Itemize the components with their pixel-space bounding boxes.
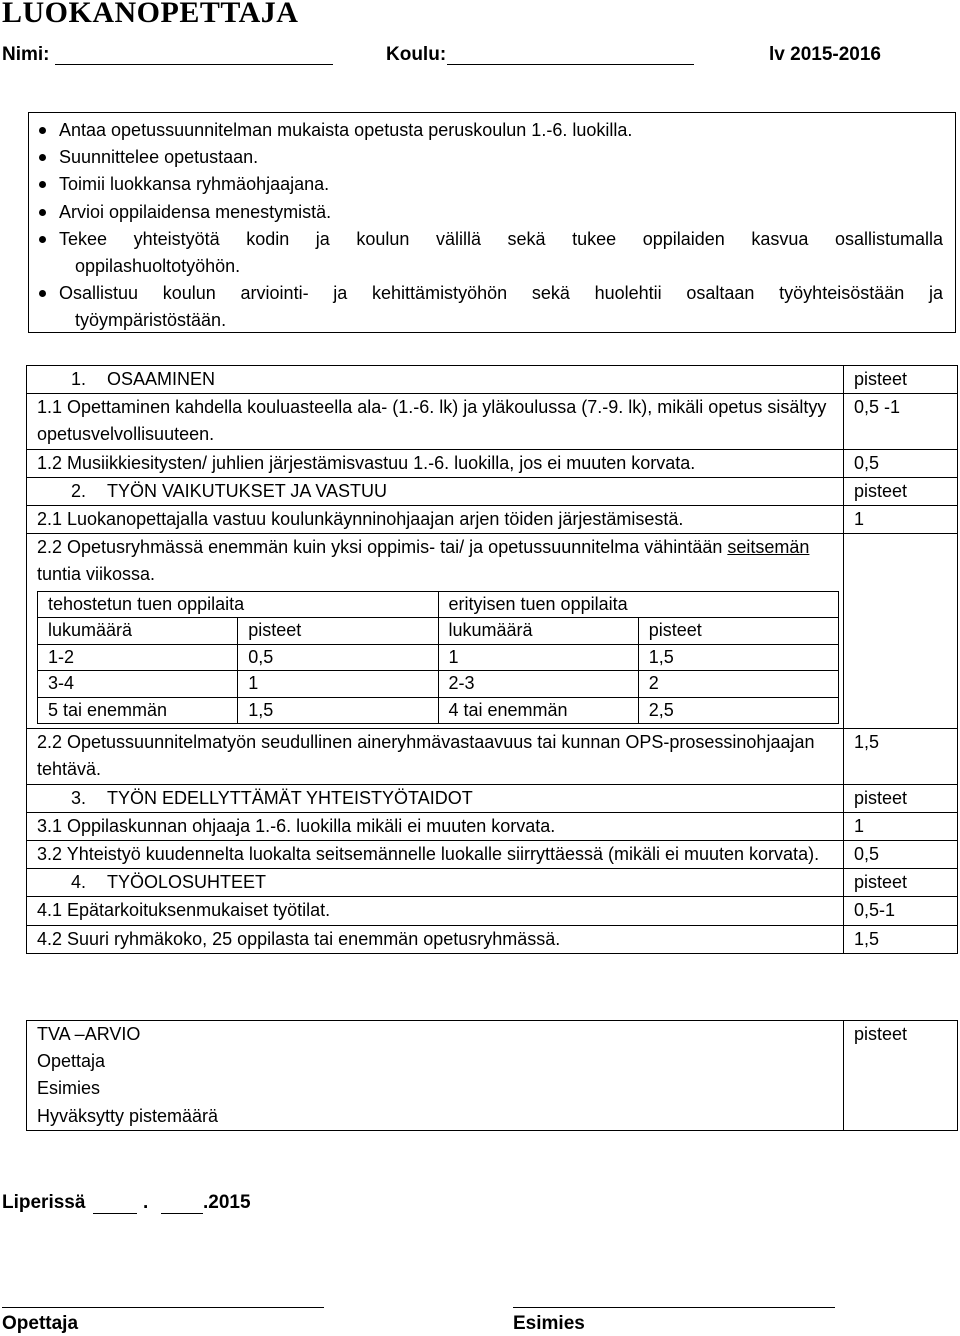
date-year: .2015: [203, 1192, 251, 1213]
school-label: Koulu:: [386, 44, 447, 65]
section-title: 3. TYÖN EDELLYTTÄMÄT YHTEISTYÖTAIDOT: [27, 784, 844, 812]
support-row: 1-2 0,5 1 1,5: [38, 644, 839, 671]
criterion-points: 1: [844, 506, 958, 534]
school-field[interactable]: [447, 44, 694, 65]
criterion-text: 2.2 Opetussuunnitelmatyön seudullinen aineryhmävastaavuus tai kunnan OPS-prosessinohjaajan tehtävä.: [27, 729, 844, 784]
supervisor-signature-line[interactable]: [513, 1306, 835, 1308]
support-header: erityisen tuen oppilaita: [438, 591, 839, 618]
criterion-text: 2.1 Luokanopettajalla vastuu koulunkäynninohjaajan arjen töiden järjestämisestä.: [27, 506, 844, 534]
support-subheader: lukumäärä: [438, 618, 638, 645]
criterion-row: [27, 534, 958, 729]
support-row: 5 tai enemmän 1,5 4 tai enemmän 2,5: [38, 697, 839, 724]
criterion-points: 1: [844, 812, 958, 840]
section-title: 1. OSAAMINEN: [27, 366, 844, 394]
tva-row-label: Hyväksytty pistemäärä: [37, 1105, 219, 1126]
points-header: pisteet: [844, 784, 958, 812]
support-subheader: pisteet: [638, 618, 838, 645]
date-separator: .: [143, 1192, 149, 1213]
duty-text: työympäristöstään.: [75, 310, 227, 331]
section-title: 4. TYÖOLOSUHTEET: [27, 869, 844, 897]
support-subheader: pisteet: [238, 618, 438, 645]
duty-item-cont: [59, 307, 943, 334]
month-field[interactable]: [161, 1193, 203, 1214]
support-row: 3-4 1 2-3 2: [38, 671, 839, 698]
tva-points: [844, 1021, 958, 1131]
criterion-row: [27, 394, 958, 449]
criterion-points: 0,5: [844, 840, 958, 868]
tva-row-label: Opettaja: [37, 1051, 106, 1072]
tva-points-header: pisteet: [854, 1024, 908, 1044]
section-title: 2. TYÖN VAIKUTUKSET JA VASTUU: [27, 477, 844, 505]
criterion-points: 0,5 -1: [844, 394, 958, 449]
supervisor-signature-label: Esimies: [513, 1313, 585, 1334]
section-row: [27, 869, 958, 897]
place-label: Liperissä: [2, 1192, 86, 1213]
points-header: pisteet: [844, 366, 958, 394]
points-header: pisteet: [844, 869, 958, 897]
section-row: [27, 784, 958, 812]
criterion-points: 0,5-1: [844, 897, 958, 925]
criterion-text: 2.2 Opetusryhmässä enemmän kuin yksi oppimis- tai/ ja opetussuunnitelma vähintään seitsemän tuntia viikossa.: [37, 537, 810, 585]
duty-text: Tekee yhteistyötä kodin ja koulun välillä sekä tukee oppilaiden kasvua osallistumalla: [59, 228, 943, 249]
points-table: [26, 365, 958, 954]
criterion-text: 3.2 Yhteistyö kuudennelta luokalta seitsemännelle luokalle siirryttäessä (mikäli ei muuten korvata).: [27, 840, 844, 868]
teacher-signature-line[interactable]: [2, 1306, 324, 1308]
criterion-text: 1.2 Musiikkiesitysten/ juhlien järjestämisvastuu 1.-6. luokilla, jos ei muuten korvata.: [27, 449, 844, 477]
school-year: lv 2015-2016: [769, 44, 881, 65]
name-label: Nimi:: [2, 44, 50, 65]
duty-item: Suunnittelee opetustaan.: [59, 144, 943, 171]
tva-title: TVA –ARVIO: [37, 1024, 141, 1044]
criterion-row: [27, 729, 958, 784]
criterion-points: 0,5: [844, 449, 958, 477]
criterion-text: 3.1 Oppilaskunnan ohjaaja 1.-6. luokilla mikäli ei muuten korvata.: [27, 812, 844, 840]
tva-row-label: Esimies: [37, 1078, 101, 1099]
duty-item: Arvioi oppilaidensa menestymistä.: [59, 199, 943, 226]
criterion-text: 1.1 Opettaminen kahdella kouluasteella ala- (1.-6. lk) ja yläkoulussa (7.-9. lk), mikäli opetus sisältyy opetusvelvollisuuteen.: [27, 394, 844, 449]
support-header: tehostetun tuen oppilaita: [38, 591, 439, 618]
criterion-points: 1,5: [844, 729, 958, 784]
criterion-row: [27, 449, 958, 477]
page-title: LUOKANOPETTAJA: [2, 0, 299, 29]
criterion-row: [27, 897, 958, 925]
criterion-row: [27, 925, 958, 953]
duty-item: Toimii luokkansa ryhmäohjaajana.: [59, 171, 943, 198]
duty-text: Osallistuu koulun arviointi- ja kehittämistyöhön sekä huolehtii osaltaan työyhteisöstään ja: [59, 283, 943, 304]
support-subheader: lukumäärä: [38, 618, 238, 645]
support-table: [37, 591, 839, 725]
duties-box: [28, 112, 956, 333]
criterion-cell: [27, 534, 844, 729]
duty-item-cont: [59, 253, 943, 280]
criterion-points: [844, 534, 958, 729]
criterion-row: [27, 840, 958, 868]
criterion-points: 1,5: [844, 925, 958, 953]
tva-table: [26, 1020, 958, 1131]
duty-item: Antaa opetussuunnitelman mukaista opetusta peruskoulun 1.-6. luokilla.: [59, 117, 943, 144]
points-header: pisteet: [844, 477, 958, 505]
duty-item: [59, 226, 943, 253]
duty-item: [59, 280, 943, 307]
section-row: [27, 366, 958, 394]
criterion-text: 4.2 Suuri ryhmäkoko, 25 oppilasta tai enemmän opetusryhmässä.: [27, 925, 844, 953]
tva-cell: [27, 1021, 844, 1131]
section-row: [27, 477, 958, 505]
duty-text: oppilashuoltotyöhön.: [75, 256, 241, 277]
criterion-row: [27, 506, 958, 534]
criterion-row: [27, 812, 958, 840]
duties-list: [29, 113, 955, 335]
criterion-text: 4.1 Epätarkoituksenmukaiset työtilat.: [27, 897, 844, 925]
day-field[interactable]: [93, 1193, 137, 1214]
name-field[interactable]: [55, 44, 333, 65]
teacher-signature-label: Opettaja: [2, 1313, 79, 1334]
